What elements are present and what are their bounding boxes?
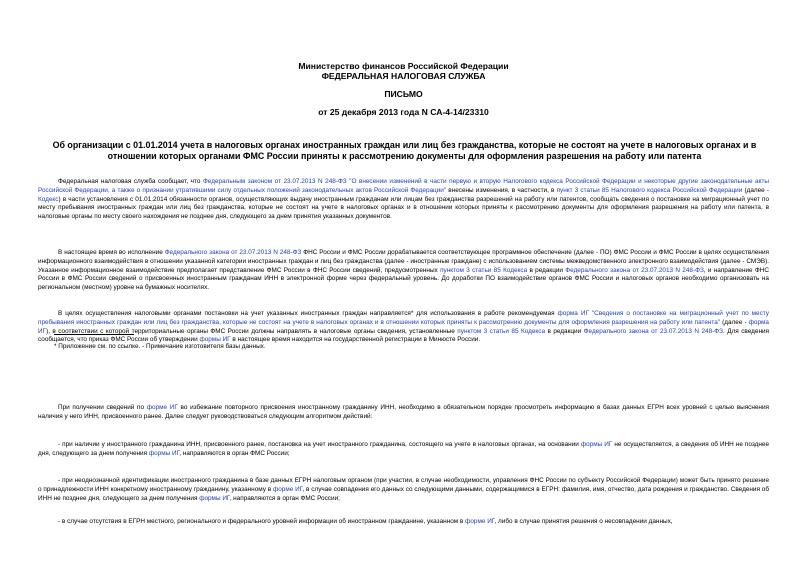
document-type: ПИСЬМО bbox=[384, 89, 423, 99]
paragraph-5 bbox=[38, 441, 769, 459]
paragraph-2 bbox=[38, 249, 769, 293]
tax-code-article-85-link[interactable]: пункт 3 статьи 85 Налогового кодекса Российской Федерации bbox=[556, 186, 743, 194]
form-ig-link[interactable]: формы ИГ bbox=[199, 336, 231, 344]
form-ig-full-link[interactable]: форма ИГ "Сведения о постановке на миграционный учет по месту пребывания иностранных граждан или лиц без гражданства, которые не состоят на учете в налоговых органах и в отношении которых приняты к рассмотрению документы для оформления разрешения на работу или патента" bbox=[38, 310, 769, 326]
paragraph-text: - при неоднозначной идентификации иностранного гражданина в базе данных ЕГРН налоговым органом (при участии, в случае необходимости, управления ФНС России по субъекту Российской Федерации) может быть принято решение о принадлежности ИНН конкретному иностранному гражданину, указанному в bbox=[38, 477, 769, 493]
form-ig-link[interactable]: формы ИГ bbox=[580, 441, 613, 448]
form-ig-link[interactable]: форме ИГ bbox=[146, 404, 178, 411]
paragraph-text: во избежание повторного присвоения иностранному гражданину ИНН, необходимо в обязательном порядке просмотреть информацию в базах данных ЕГРН всех уровней с целью выяснения наличия у него ИНН, присвоенного ранее. Далее следует руководствоваться следующим алгоритмом действий: bbox=[38, 404, 769, 420]
paragraph-4 bbox=[38, 404, 769, 422]
form-ig-link[interactable]: форме ИГ bbox=[273, 485, 303, 493]
law-248-fz-link[interactable]: Федеральным законом от 23.07.2013 N 248-ФЗ "О внесении изменений в части первую и вторую Налогового кодекса Российской Федерации и некоторые другие законодательные акты Российской Федерации, а также о признании утратившими силу отдельных положений законодательных актов Российской Федерации" bbox=[38, 178, 769, 194]
paragraph-text: , направляются в орган ФМС России; bbox=[179, 449, 290, 457]
paragraph-text: , либо в случае принятия решения о несовпадении данных, bbox=[494, 518, 673, 525]
paragraph-1 bbox=[38, 178, 769, 222]
paragraph-text: не осуществляется, а сведения об ИНН не позднее дня, следующего за днем получения bbox=[38, 441, 769, 457]
paragraph-text: в настоящее время находится на государственной регистрации в Минюсте России. bbox=[230, 336, 481, 344]
paragraph-text: , в случае совпадения его данных со следующими данными, содержащимися в ЕГРН: фамилия, имя, отчество, дата рождения и гражданство. Сведения об ИНН не позднее дня, следующего за днем получения bbox=[38, 485, 769, 502]
paragraph-text: (далее - bbox=[720, 318, 749, 326]
form-ig-link[interactable]: форме ИГ bbox=[465, 518, 495, 525]
paragraph-text: (далее - bbox=[742, 186, 769, 194]
form-ig-link[interactable]: формы ИГ bbox=[199, 494, 230, 502]
document-title: Об организации с 01.01.2014 учета в налоговых органах иностранных граждан или лиц без гражданства, которые не состоят на учете в налоговых органах и в отношении которых органами ФМС России приняты к рассмотрению документы для оформления разрешения на работу или патента bbox=[52, 140, 757, 161]
paragraph-6 bbox=[38, 477, 769, 503]
paragraph-text: в редакции bbox=[527, 266, 566, 274]
paragraph-text: , направляются в орган ФМС России; bbox=[229, 494, 340, 502]
paragraph-text: В целях осуществления налоговыми органами постановки на учет указанных иностранных граждан направляется* для использования в работе рекомендуемая bbox=[58, 310, 558, 317]
ministry-name: Министерство финансов Российской Федерации bbox=[298, 61, 509, 71]
paragraph-text: При получении сведений по bbox=[58, 404, 147, 411]
paragraph-text: . Для сведения сообщается, что приказ ФМС России об утверждении bbox=[38, 327, 770, 344]
paragraph-7 bbox=[38, 518, 769, 527]
paragraph-text: ), в соответствии с которой территориальные органы ФМС России должны направлять в налоговые органы сведения, установленные bbox=[46, 327, 458, 335]
law-248-fz-link[interactable]: Федерального закона от 23.07.2013 N 248-ФЗ bbox=[583, 327, 723, 335]
paragraph-text: ) в части установления с 01.01.2014 обязанности органов, осуществляющих выдачу иностранным гражданам или лицам без гражданства разрешений на работу или патентов, сообщать сведения о постановке на миграционный учет по месту пребывания иностранных граждан или лиц без гражданства, которые не состоят на учете в налоговых органах и в отношении которых приняты к рассмотрению документы для оформления разрешения на работу или патента, в налоговые органы по месту своего нахождения не позднее дня, следующего за днем принятия указанных документов. bbox=[38, 195, 769, 221]
paragraph-text: внесены изменения, в частности, в bbox=[446, 186, 557, 194]
form-ig-link[interactable]: форма ИГ bbox=[38, 318, 769, 335]
paragraph-text: Федеральная налоговая служба сообщает, что bbox=[58, 178, 203, 185]
footnote: * Приложение см. по ссылке. - Примечание изготовителя базы данных. bbox=[54, 343, 266, 350]
paragraph-text: - в случае отсутствия в ЕГРН местного, регионального и федерального уровней информации об иностранном гражданине, указанном в bbox=[58, 518, 466, 525]
paragraph-3 bbox=[38, 310, 769, 345]
paragraph-text: , и направление ФНС России в ФМС России сведений о присвоенных иностранным гражданам ИНН в электронной форме через федеральный уровень. До доработки ПО взаимодействие органов ФМС России и налоговых органов необходимо организовать на региональном (местном) уровне на бумажных носителях. bbox=[38, 266, 769, 292]
paragraph-text: ФНС России и ФМС России дорабатывается соответствующее программное обеспечение (далее - ПО) ФМС России и ФМС России в целях осуществления информационного взаимодействия в отношении указанной категории иностранных граждан и лиц без гражданства (далее - иностранные граждане) с использованием системы межведомственного электронного взаимодействия (далее - СМЭВ). Указанное информационное взаимодействие предполагает представление ФМС России в ФНС России сведений, предусмотренных bbox=[38, 249, 769, 274]
law-248-fz-link[interactable]: Федерального закона от 23.07.2013 N 248-ФЗ bbox=[565, 266, 704, 274]
law-248-fz-link[interactable]: Федерального закона от 23.07.2013 N 248-ФЗ bbox=[164, 249, 302, 256]
paragraph-text: - при наличии у иностранного гражданина ИНН, присвоенного ранее, постановка на учет иностранного гражданина, состоящего на учете в налоговых органах, на основании bbox=[58, 441, 581, 448]
document-date-number: от 25 декабря 2013 года N СА-4-14/23310 bbox=[318, 107, 489, 117]
paragraph-text: в редакции bbox=[545, 327, 584, 335]
code-link[interactable]: Кодекс bbox=[38, 195, 59, 203]
service-name: ФЕДЕРАЛЬНАЯ НАЛОГОВАЯ СЛУЖБА bbox=[321, 71, 486, 81]
form-ig-link[interactable]: формы ИГ bbox=[148, 449, 180, 457]
footnote-divider bbox=[54, 334, 134, 335]
paragraph-text: В настоящее время во исполнение bbox=[58, 249, 165, 256]
code-article-85-link[interactable]: пунктом 3 статьи 85 Кодекса bbox=[457, 327, 546, 335]
code-article-85-link[interactable]: пунктом 3 статьи 85 Кодекса bbox=[440, 266, 528, 274]
